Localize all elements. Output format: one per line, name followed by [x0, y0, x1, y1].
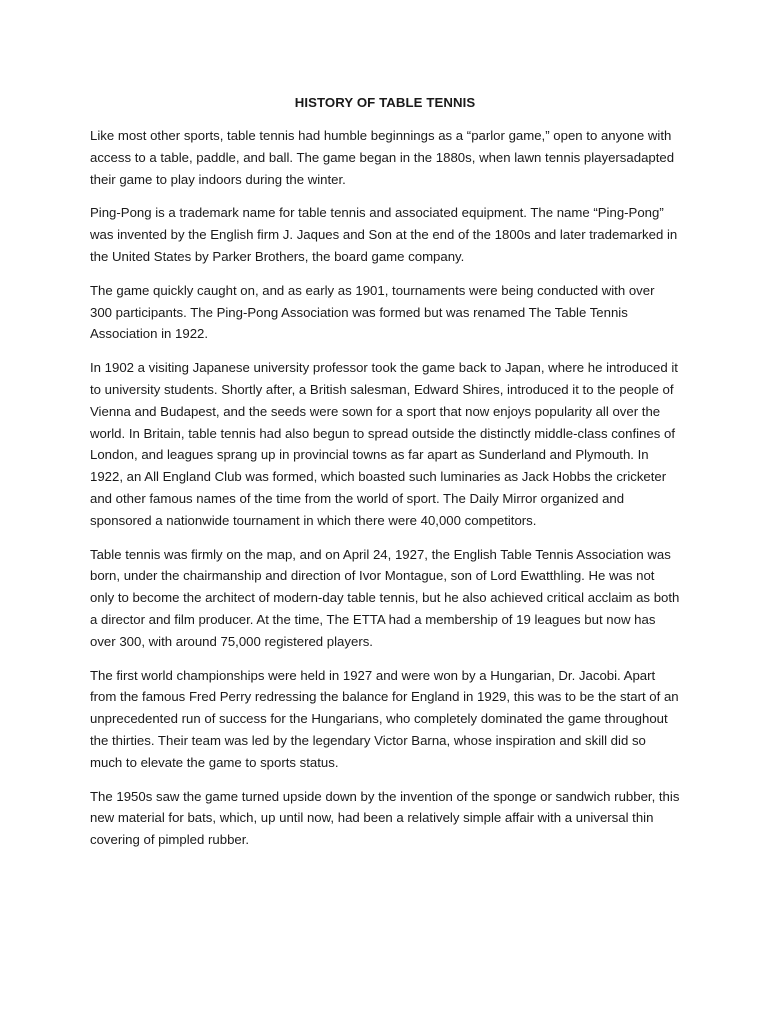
- paragraph-early-tournaments: The game quickly caught on, and as early as 1901, tournaments were being conducted with over 300 participants. The Ping-Pong Association was formed but was renamed The Table Tennis Association in 1922.: [90, 282, 655, 342]
- document-title: HISTORY OF TABLE TENNIS: [294, 95, 476, 110]
- paragraph-ping-pong-trademark: Ping-Pong is a trademark name for table tennis and associated equipment. The name “Ping-Pong” was invented by the English firm J. Jaques and Son at the end of the 1800s and later trademarked in the United States by Parker Brothers, the board game company.: [90, 205, 678, 264]
- paragraph-parlor-game: Like most other sports, table tennis had humble beginnings as a “parlor game,” open to anyone with access to a table, paddle, and ball. The game began in the 1880s, when lawn tennis playersadapted their game to play indoors during the winter.: [90, 128, 675, 187]
- paragraph-world-championships: The first world championships were held in 1927 and were won by a Hungarian, Dr. Jacobi. Apart from the famous Fred Perry redressing the balance for England in 1929, this was to be the start of an unprecedented run of success for the Hungarians, who completely dominated the game throughout the thirties. Their team was led by the legendary Victor Barna, whose inspiration and skill did so much to elevate the game to sports status.: [90, 667, 679, 770]
- paragraph-etta-founding: Table tennis was firmly on the map, and on April 24, 1927, the English Table Tennis Association was born, under the chairmanship and direction of Ivor Montague, son of Lord Ewatthling. He was not only to become the architect of modern-day table tennis, but he also achieved critical acclaim as both a director and film producer. At the time, The ETTA had a membership of 19 leagues but now has over 300, with around 75,000 registered players.: [90, 546, 680, 649]
- paragraph-sponge-rubber: The 1950s saw the game turned upside down by the invention of the sponge or sandwich rubber, this new material for bats, which, up until now, had been a relatively simple affair with a universal thin covering of pimpled rubber.: [90, 788, 680, 848]
- paragraph-spread-worldwide: In 1902 a visiting Japanese university professor took the game back to Japan, where he introduced it to university students. Shortly after, a British salesman, Edward Shires, introduced it to the people of Vienna and Budapest, and the seeds were sown for a sport that now enjoys popularity all over the world. In Britain, table tennis had also begun to spread outside the distinctly middle-class confines of London, and leagues sprang up in provincial towns as far apart as Sunderland and Plymouth. In 1922, an All England Club was formed, which boasted such luminaries as Jack Hobbs the cricketer and other famous names of the time from the world of sport. The Daily Mirror organized and sponsored a nationwide tournament in which there were 40,000 competitors.: [90, 360, 678, 528]
- document-body: [90, 93, 680, 863]
